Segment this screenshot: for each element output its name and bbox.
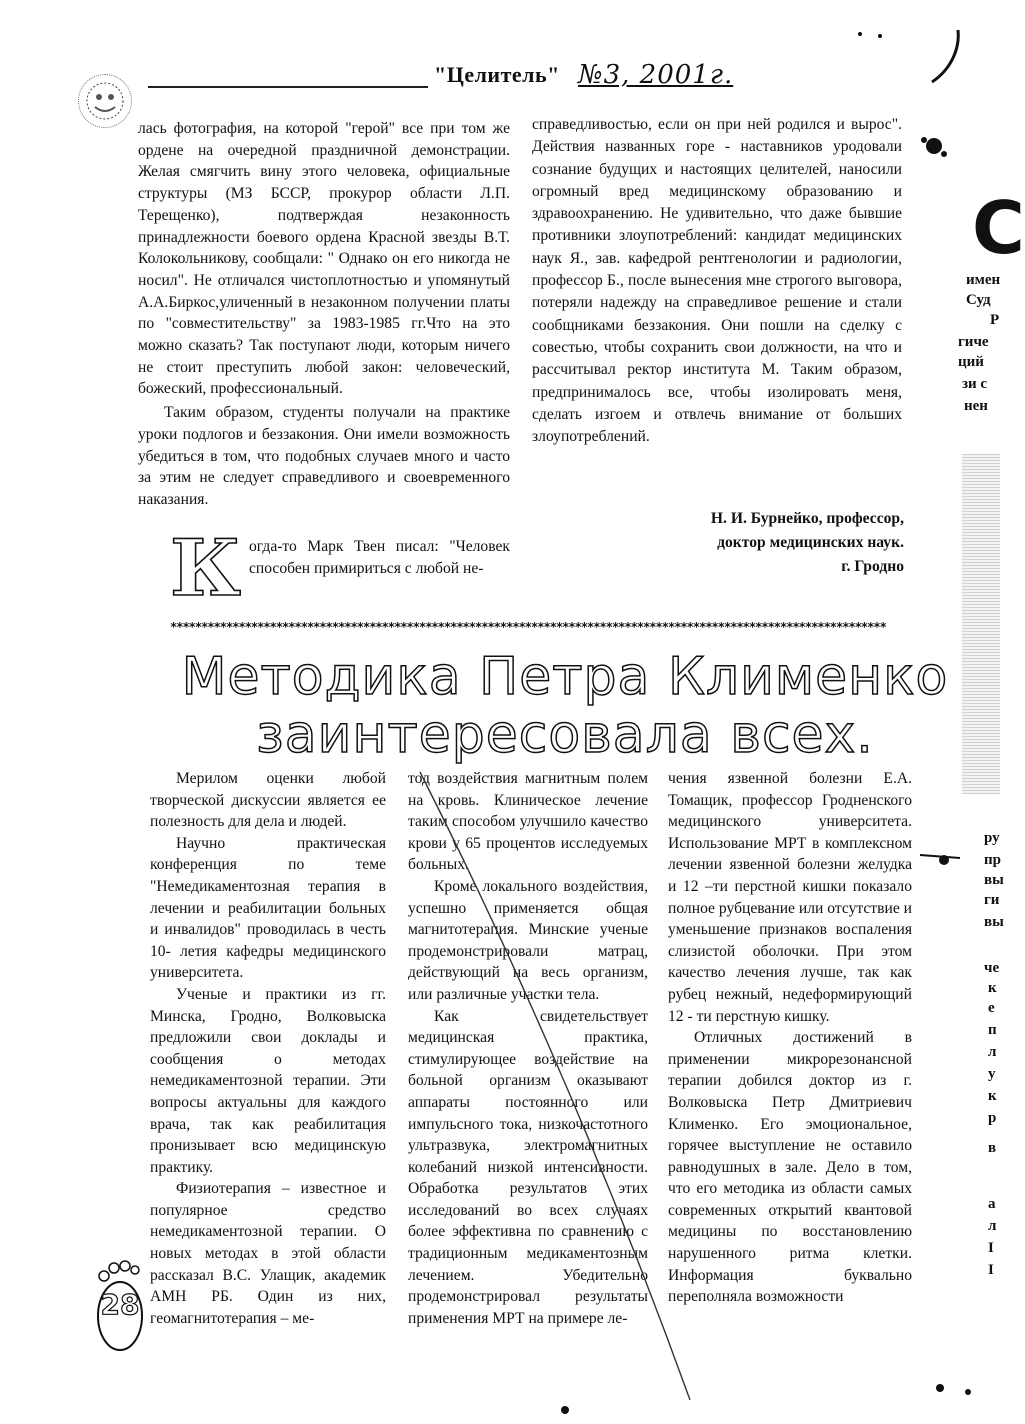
edge-fragment: п: [988, 1022, 997, 1038]
dropcap-text: огда-то Марк Твен писал: "Человек способен примириться с любой не-: [248, 538, 510, 577]
main-article-column-1: [150, 768, 386, 1329]
top-article-column-2: [532, 114, 902, 448]
paragraph: Научно практическая конференция по теме "Немедикаментозная терапия в лечении и реабилитации больных и инвалидов" проводилась в честь 10- летия кафедры медицинского университета.: [150, 834, 386, 982]
page-number-footprint: [92, 1258, 148, 1354]
edge-big-letter: С: [972, 186, 1025, 270]
edge-fragment: I: [988, 1240, 994, 1256]
paragraph: Кроме локального воздействия, успешно применяется общая магнитотерапия. Минские ученые продемонстрировали матрац, действующий на весь организм, или различные участки тела.: [408, 877, 648, 1003]
headline-line-2: заинтересовала всех.: [256, 705, 874, 765]
article-headline: [160, 648, 970, 764]
edge-fragment: е: [988, 1000, 995, 1016]
paragraph: лась фотография, на которой "герой" все при том же ордене на очередной праздничной демонстрации. Желая смягчить вину этого человека, официальные структуры (МЗ БССР, прокурор области Л.П. Терещенко), подтверждая незаконность принадлежности боевого ордена Красной звезды В.Т. Колокольникову, сообщали: " Однако он его никогда не носил". Не отличался чистоплотностью и упомянутый А.А.Биркос,уличенный в незаконном получении платы по "совместительству" за 1983-1985 гг.Что на это можно сказать? Так поступают люди, которым ничего не стоит преступить любой закон: человеческий, божеский, профессиональный.: [138, 120, 510, 398]
paragraph: справедливостью, если он при ней родился и вырос". Действия названных горе - наставников уродовали сознание будущих и настоящих целителей, наносили огромный вред медицинскому образованию и здравоохранению. Не удивительно, что даже бывшие противники злоупотреблений: кандидат медицинских наук Я., зав. кафедрой рентгенологии и радиологии, профессор Б., после вынесения мне строгого выговора, потеряли надежду на справедливое решение и стали сообщниками беззакония. Они пошли на сделку с совестью, чтобы сохранить свои должности, на что и рассчитывал ректор института М. Таким образом, предпринималось все, чтобы изолировать меня, сделать изгоем и отвлечь внимание от больших злоупотреблений.: [532, 116, 902, 446]
edge-fragment: ги: [984, 892, 1000, 908]
edge-fragment: у: [988, 1066, 996, 1082]
edge-fragment: имен: [966, 272, 1001, 288]
edge-fragment: зи с: [962, 376, 988, 392]
dropcap-block: [170, 523, 510, 614]
edge-fragment: ций: [958, 354, 984, 370]
header-rule-left: [148, 86, 428, 88]
paragraph: Отличных достижений в применении микрорезонансной терапии добился доктор из г. Волковыска Петр Дмитриевич Клименко. Его эмоциональное, горячее выступление не оставило равнодушных в зале. Дело в том, что его методика из области самых современных открытий квантовой медицины по восстановлению нарушенного ритма клетки. Информация буквально переполняла возможности: [668, 1029, 912, 1306]
edge-fragment: Р: [990, 312, 1000, 328]
paragraph: Ученые и практики из гг. Минска, Гродно, Волковыска предложили свои доклады и сообщения о методах немедикаментозной терапии. Эти вопросы актуальны для каждого врача, так как реабилитация пронизывает всю медицинскую практику.: [150, 985, 386, 1176]
handwritten-issue-note: №3, 2001г.: [578, 60, 734, 90]
scan-artifact-strip: [962, 454, 1000, 794]
edge-fragment: л: [988, 1044, 997, 1060]
paragraph: Таким образом, студенты получали на практике уроки подлогов и беззакония. Они имели возможность убедиться в том, что подобных случаев много и часто за этим не следует справедливого и своевременного наказания.: [138, 404, 510, 508]
edge-fragment: че: [984, 960, 1000, 976]
edge-fragment: л: [988, 1218, 997, 1234]
edge-fragment: к: [988, 1088, 997, 1104]
paragraph: Мерилом оценки любой творческой дискуссии является ее полезность для дела и людей.: [150, 770, 386, 831]
edge-fragment: ру: [984, 830, 1000, 846]
main-article-column-2: [408, 768, 648, 1329]
page-number: 28: [100, 1288, 140, 1321]
edge-fragment: к: [988, 980, 997, 996]
edge-fragment: пр: [984, 852, 1001, 868]
paragraph: Как свидетельствует медицинская практика, стимулирующее воздействие на больной организм оказывают аппараты постоянного или импульсного тока, низкочастотного ультразвука, электромагнитных колебаний низкой интенсивности. Обработка результатов этих исследований во всех случаях более эффективна по сравнению с традиционным медикаментозным лечением. Убедительно продемонстрировал результаты применения МРТ на примере ле-: [408, 1007, 648, 1327]
edge-fragment: Суд: [966, 292, 991, 308]
edge-fragment: в: [988, 1140, 997, 1156]
author-name: Н. И. Бурнейко, профессор,: [710, 510, 904, 527]
edge-fragment: р: [988, 1110, 997, 1126]
magazine-title: "Целитель": [434, 62, 560, 87]
edge-fragment: вы: [984, 872, 1004, 888]
edge-fragment: нен: [964, 398, 988, 414]
paragraph: Физиотерапия – известное и популярное средство немедикаментозной терапии. О новых методах в этой области рассказал В.С. Улащик, академик АМН РБ. Один из них, геомагнитотерапия – ме-: [150, 1180, 386, 1327]
top-article-column-1: [138, 118, 510, 511]
headline-line-1: Методика Петра Клименко: [181, 647, 949, 707]
edge-fragment: вы: [984, 914, 1004, 930]
paragraph: тод воздействия магнитным полем на кровь. Клиническое лечение таким способом улучшило качество крови у 65 процентов исследуемых больных.: [408, 770, 648, 874]
author-city: г. Гродно: [841, 558, 904, 575]
author-signature: [612, 507, 904, 579]
paragraph: чения язвенной болезни Е.А. Томащик, профессор Гродненского медицинского университета. Использование МРТ в комплексном лечении язвенной болезни желудка и 12 –ти перстной кишки показало полное рубцевание или отсутствие и уменьшение признаков воспаления слизистой оболочки. При этом качество лечения лучше, так как рубец нежный, недеформирующий 12 - ти перстную кишку.: [668, 770, 912, 1025]
main-article-column-3: [668, 768, 912, 1308]
dropcap-letter: К: [170, 523, 241, 614]
star-divider: *******************************************************************************************************************: [170, 620, 886, 634]
edge-fragment: гиче: [958, 334, 989, 350]
magazine-logo: [78, 74, 132, 128]
edge-fragment: I: [988, 1262, 994, 1278]
edge-fragment: а: [988, 1196, 996, 1212]
author-degree: доктор медицинских наук.: [717, 534, 904, 551]
